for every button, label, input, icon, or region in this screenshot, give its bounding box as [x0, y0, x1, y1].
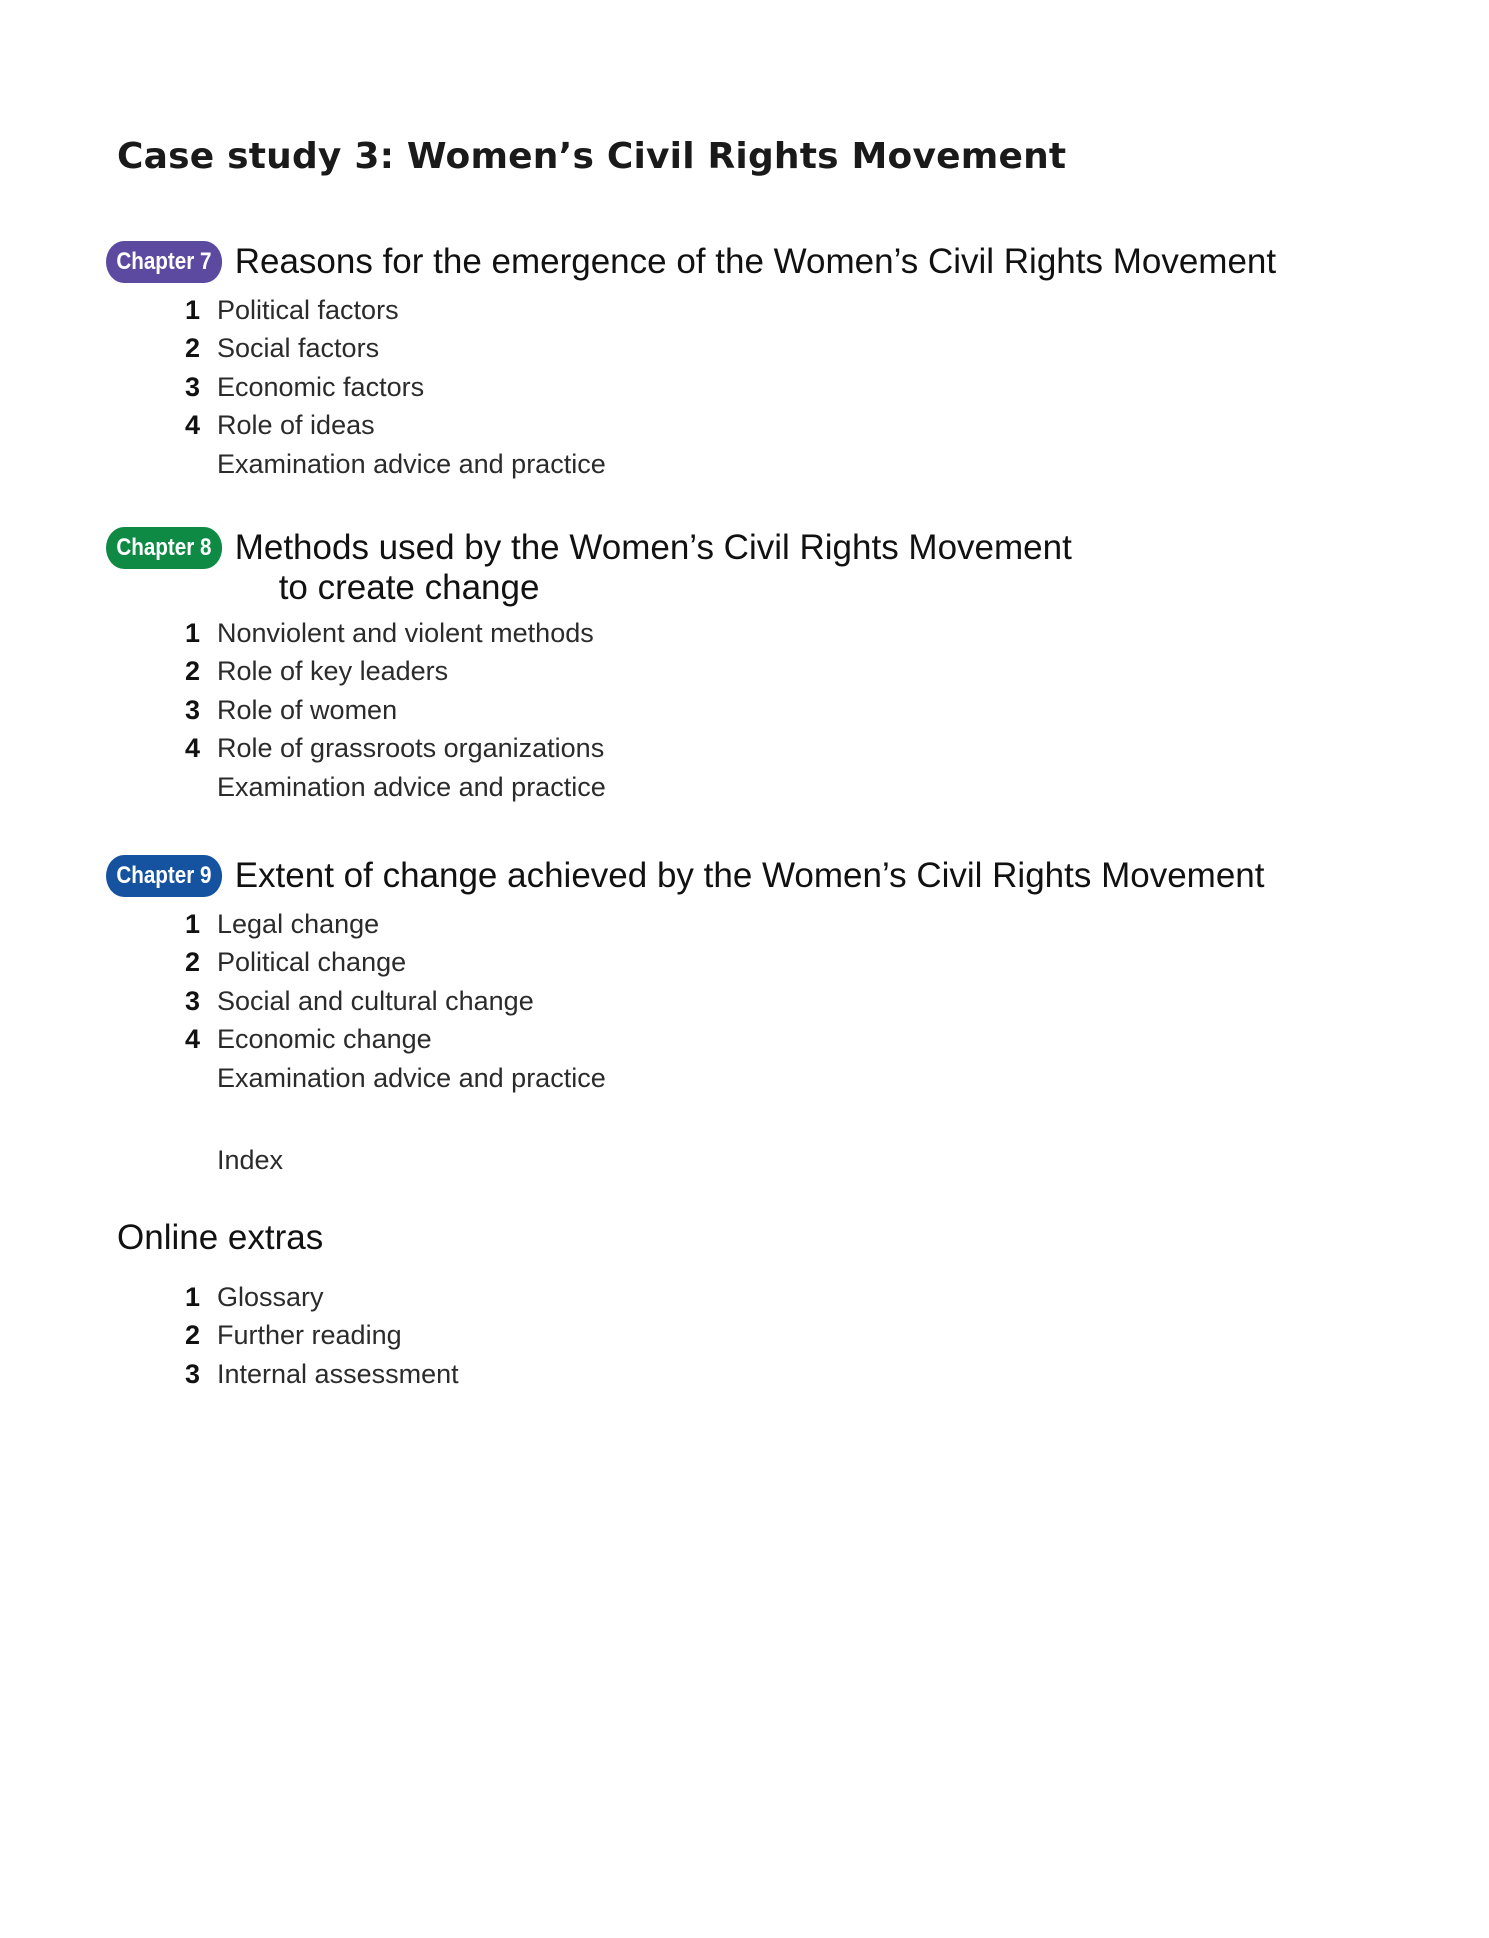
- item-label: Examination advice and practice: [217, 448, 606, 479]
- chapter-8-title-line1: Methods used by the Women’s Civil Rights Movement: [234, 528, 1072, 567]
- index-link[interactable]: Index: [217, 1145, 284, 1175]
- chapter-8-title[interactable]: [235, 525, 1072, 608]
- item-number: 2: [185, 333, 201, 364]
- list-item[interactable]: [185, 768, 606, 807]
- chapter-7-title[interactable]: Reasons for the emergence of the Women’s Civil Rights Movement: [234, 242, 1277, 281]
- list-item[interactable]: [185, 291, 606, 330]
- chapter-8-section: [106, 525, 1072, 802]
- item-number: 4: [185, 410, 201, 441]
- list-item[interactable]: [185, 1021, 606, 1060]
- list-item[interactable]: [185, 1278, 459, 1317]
- item-number: 4: [185, 1024, 201, 1055]
- item-number: 2: [185, 656, 201, 687]
- item-label: Nonviolent and violent methods: [217, 617, 594, 648]
- chapter-9-heading: [106, 853, 1265, 897]
- item-label: Examination advice and practice: [217, 1062, 606, 1093]
- list-item[interactable]: [185, 407, 606, 446]
- list-item[interactable]: [185, 691, 606, 730]
- list-item[interactable]: [185, 1355, 459, 1394]
- item-number: 2: [185, 947, 201, 978]
- item-label: Examination advice and practice: [217, 771, 606, 802]
- chapter-8-item-list: [185, 614, 606, 807]
- item-label: Political change: [217, 947, 407, 978]
- chapter-9-title[interactable]: Extent of change achieved by the Women’s Civil Rights Movement: [234, 856, 1265, 895]
- chapter-7-heading: [106, 239, 1276, 283]
- item-label: Economic change: [217, 1024, 432, 1055]
- list-item[interactable]: [185, 905, 606, 944]
- list-item[interactable]: [185, 445, 606, 484]
- item-label: Role of grassroots organizations: [217, 733, 605, 764]
- item-number: 1: [185, 1281, 201, 1312]
- item-label: Internal assessment: [217, 1358, 459, 1389]
- chapter-7-section: [106, 239, 1277, 479]
- item-label: Role of women: [217, 694, 398, 725]
- item-number: 3: [185, 371, 201, 402]
- item-label: Role of ideas: [217, 410, 375, 441]
- item-label: Social factors: [217, 333, 380, 364]
- item-number: 4: [185, 733, 201, 764]
- list-item[interactable]: [185, 730, 606, 769]
- chapter-7-item-list: [185, 291, 606, 484]
- list-item[interactable]: [185, 982, 606, 1021]
- online-extras-list: [185, 1278, 459, 1394]
- item-number: 2: [185, 1320, 201, 1351]
- chapter-8-badge: Chapter 8: [106, 527, 222, 569]
- item-label: Role of key leaders: [217, 656, 449, 687]
- chapter-7-badge: Chapter 7: [106, 241, 222, 283]
- item-label: Legal change: [217, 908, 380, 939]
- chapter-9-badge: Chapter 9: [106, 855, 222, 897]
- list-item[interactable]: [185, 614, 606, 653]
- chapter-9-item-list: [185, 905, 606, 1098]
- chapter-8-heading: [106, 525, 1072, 608]
- item-number: 3: [185, 1358, 201, 1389]
- item-label: Social and cultural change: [217, 985, 534, 1016]
- chapter-9-section: [106, 853, 1265, 1093]
- chapter-8-title-line2: to create change: [278, 568, 540, 607]
- item-label: Political factors: [217, 294, 399, 325]
- item-number: 1: [185, 617, 201, 648]
- list-item[interactable]: [185, 944, 606, 983]
- item-number: 3: [185, 985, 201, 1016]
- item-label: Further reading: [217, 1320, 402, 1351]
- list-item[interactable]: [185, 1059, 606, 1098]
- list-item[interactable]: [185, 1317, 459, 1356]
- online-extras-title: Online extras: [117, 1218, 324, 1257]
- item-number: 1: [185, 294, 201, 325]
- list-item[interactable]: [185, 368, 606, 407]
- page-title: Case study 3: Women’s Civil Rights Movement: [117, 136, 1067, 177]
- item-label: Economic factors: [217, 371, 425, 402]
- list-item[interactable]: [185, 653, 606, 692]
- list-item[interactable]: [185, 330, 606, 369]
- item-label: Glossary: [217, 1281, 324, 1312]
- item-number: 3: [185, 694, 201, 725]
- item-number: 1: [185, 908, 201, 939]
